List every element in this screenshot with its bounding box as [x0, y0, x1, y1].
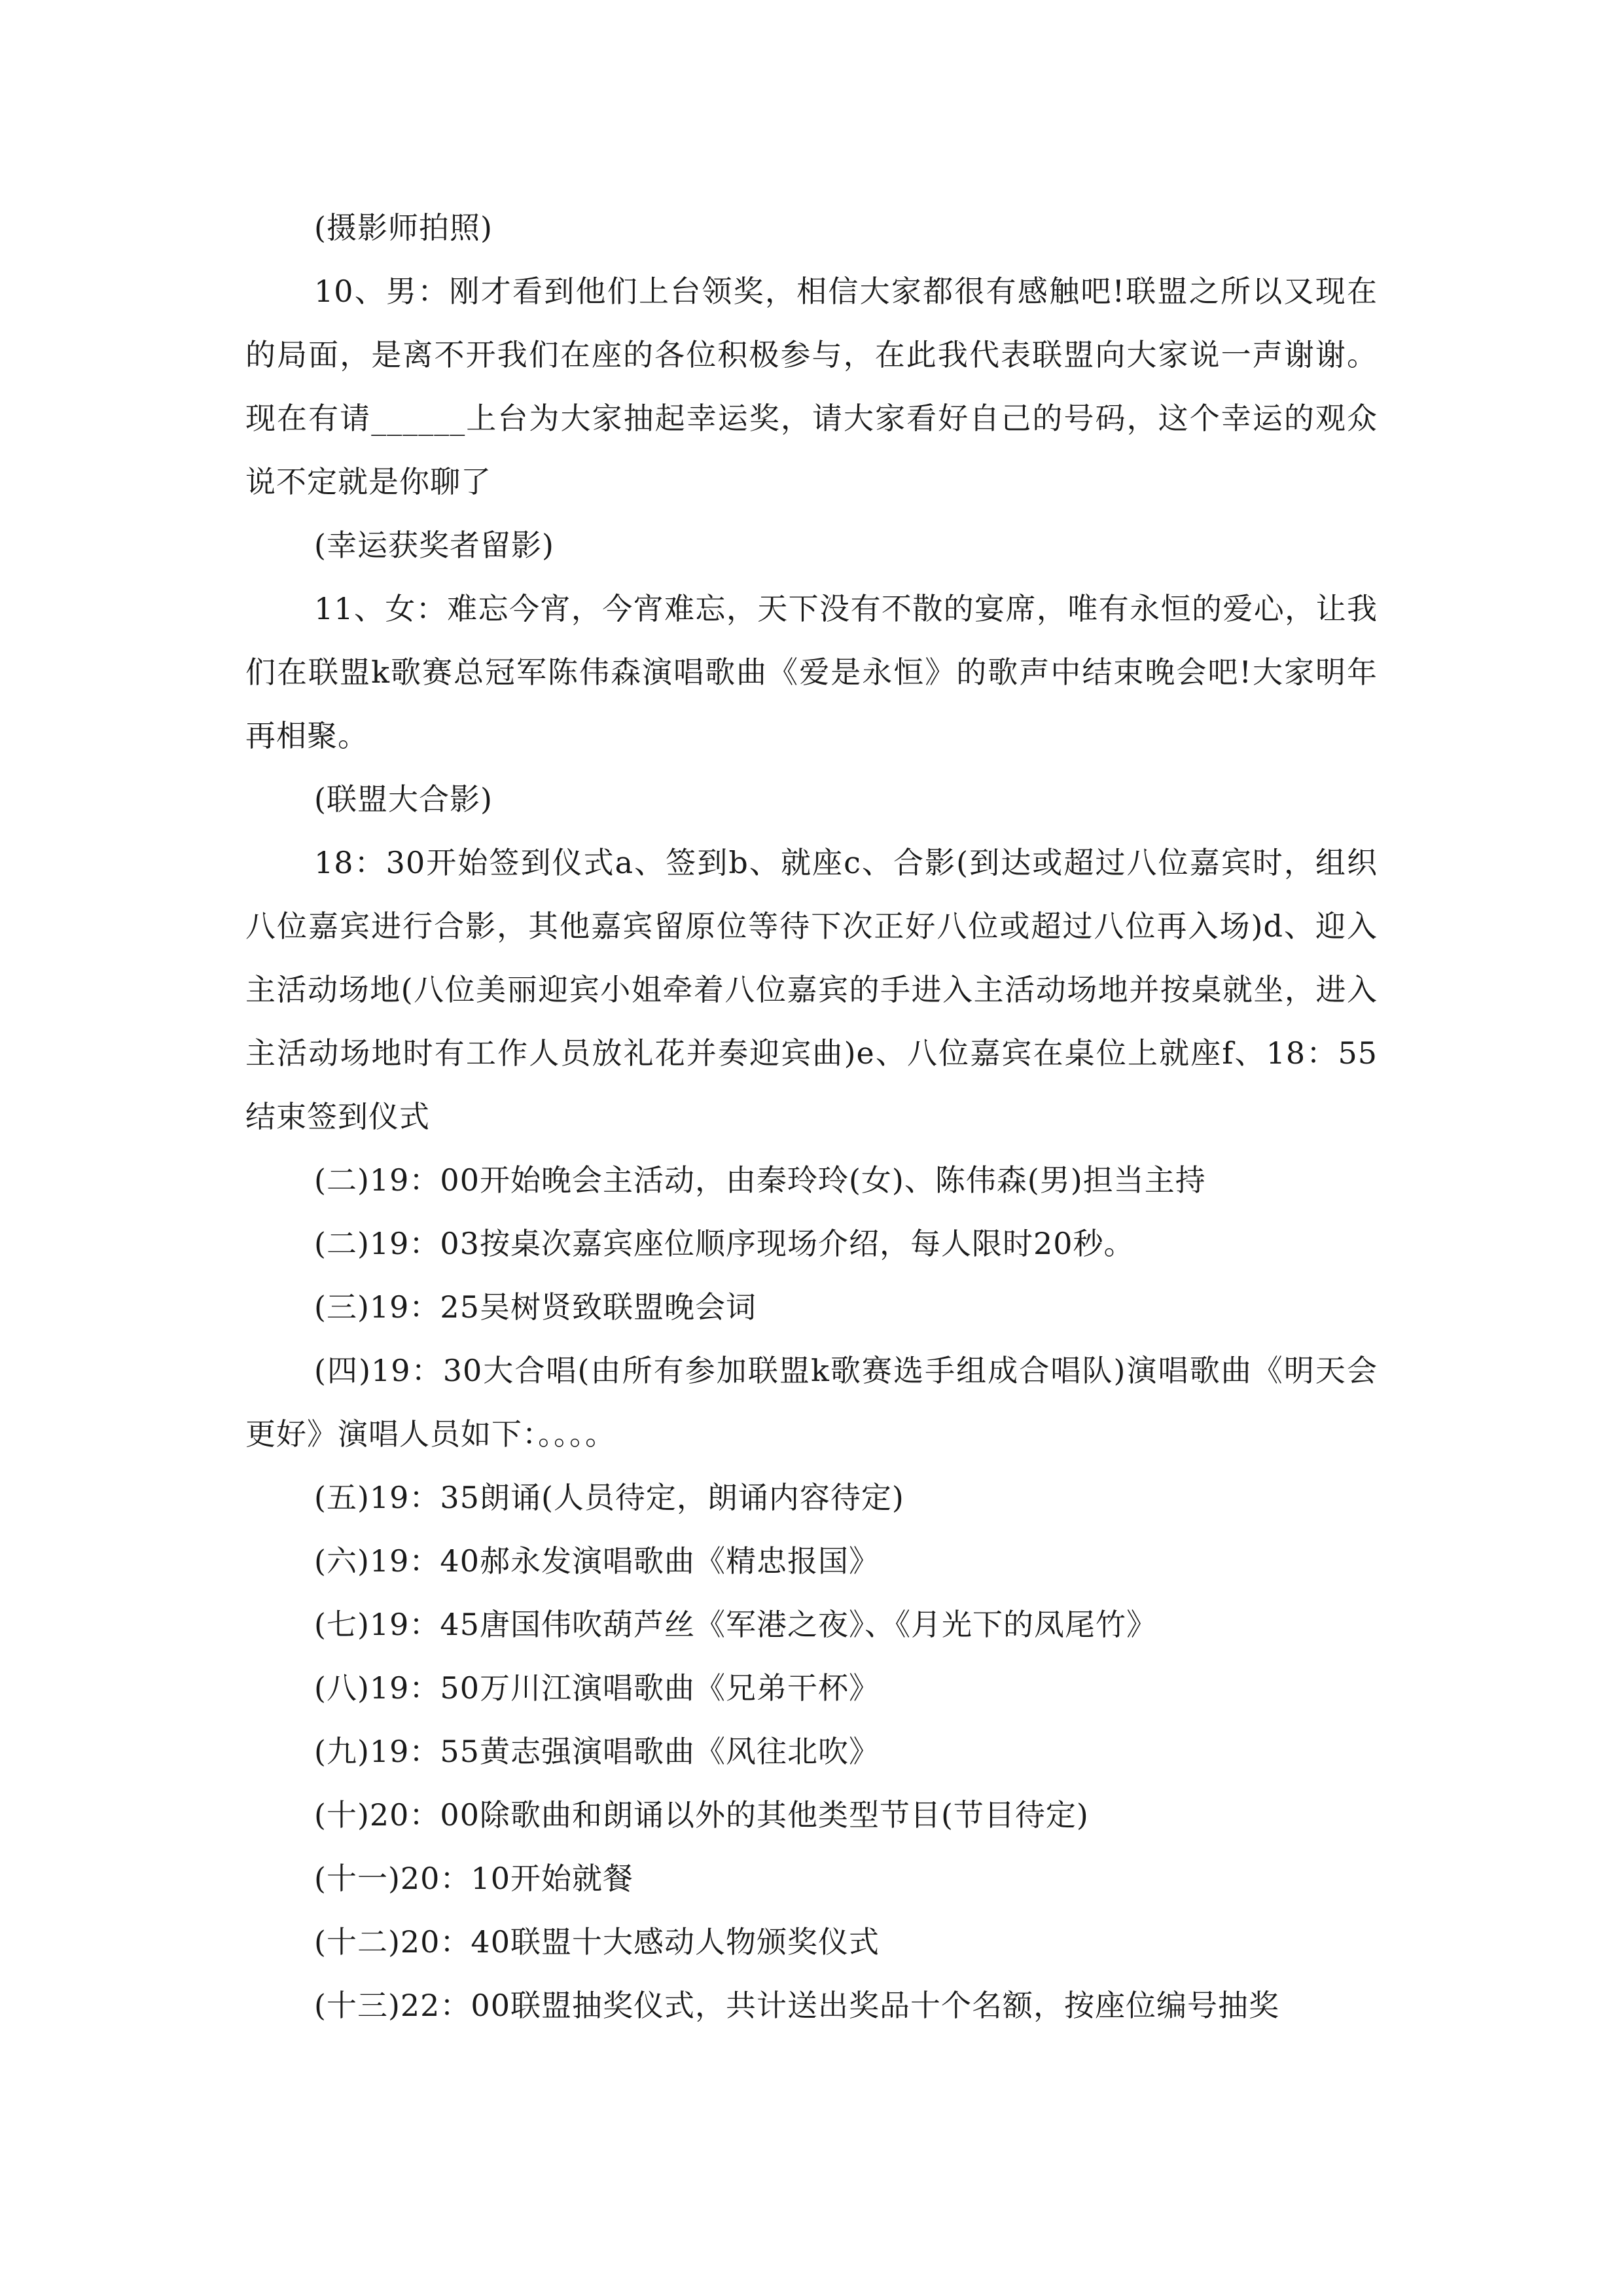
document-body	[245, 196, 1378, 2037]
paragraph-11-female-host: 11、女：难忘今宵，今宵难忘，天下没有不散的宴席，唯有永恒的爱心，让我们在联盟k歌赛总冠军陈伟森演唱歌曲《爱是永恒》的歌声中结束晚会吧!大家明年再相聚。	[245, 591, 1378, 753]
paragraph-schedule-item: (十三)22：00联盟抽奖仪式，共计送出奖品十个名额，按座位编号抽奖	[314, 1988, 1279, 2023]
paragraph-schedule-item: (十)20：00除歌曲和朗诵以外的其他类型节目(节目待定)	[314, 1797, 1089, 1833]
paragraph-10-male-host: 10、男：刚才看到他们上台领奖，相信大家都很有感触吧!联盟之所以又现在的局面，是离不开我们在座的各位积极参与，在此我代表联盟向大家说一声谢谢。现在有请______上台为大家抽起幸运奖，请大家看好自己的号码，这个幸运的观众说不定就是你聊了	[245, 274, 1378, 499]
paragraph-lucky-winner-photo: (幸运获奖者留影)	[314, 528, 554, 563]
paragraph-schedule-item: (二)19：03按桌次嘉宾座位顺序现场介绍，每人限时20秒。	[314, 1226, 1135, 1261]
paragraph-schedule-item: (三)19：25吴树贤致联盟晚会词	[314, 1289, 757, 1325]
paragraph-schedule-item: (五)19：35朗诵(人员待定，朗诵内容待定)	[314, 1480, 904, 1515]
paragraph-schedule-item: (二)19：00开始晚会主活动，由秦玲玲(女)、陈伟森(男)担当主持	[314, 1162, 1206, 1198]
paragraph-schedule-item: (七)19：45唐国伟吹葫芦丝《军港之夜》、《月光下的凤尾竹》	[314, 1607, 1157, 1642]
paragraph-schedule-item: (六)19：40郝永发演唱歌曲《精忠报国》	[314, 1543, 880, 1579]
paragraph-schedule-item: (四)19：30大合唱(由所有参加联盟k歌赛选手组成合唱队)演唱歌曲《明天会更好》演唱人员如下：。。。。	[245, 1353, 1378, 1452]
paragraph-photographer-note: (摄影师拍照)	[314, 210, 493, 245]
paragraph-schedule-item: (十一)20：10开始就餐	[314, 1861, 633, 1896]
paragraph-group-photo: (联盟大合影)	[314, 781, 493, 817]
paragraph-schedule-item: (八)19：50万川江演唱歌曲《兄弟干杯》	[314, 1670, 880, 1706]
paragraph-schedule-item: (十二)20：40联盟十大感动人物颁奖仪式	[314, 1924, 880, 1960]
paragraph-sign-in-ceremony: 18：30开始签到仪式a、签到b、就座c、合影(到达或超过八位嘉宾时，组织八位嘉宾进行合影，其他嘉宾留原位等待下次正好八位或超过八位再入场)d、迎入主活动场地(八位美丽迎宾小姐牵着八位嘉宾的手进入主活动场地并按桌就坐，进入主活动场地时有工作人员放礼花并奏迎宾曲)e、八位嘉宾在桌位上就座f、18：55结束签到仪式	[245, 845, 1378, 1134]
paragraph-schedule-item: (九)19：55黄志强演唱歌曲《风往北吹》	[314, 1734, 880, 1769]
